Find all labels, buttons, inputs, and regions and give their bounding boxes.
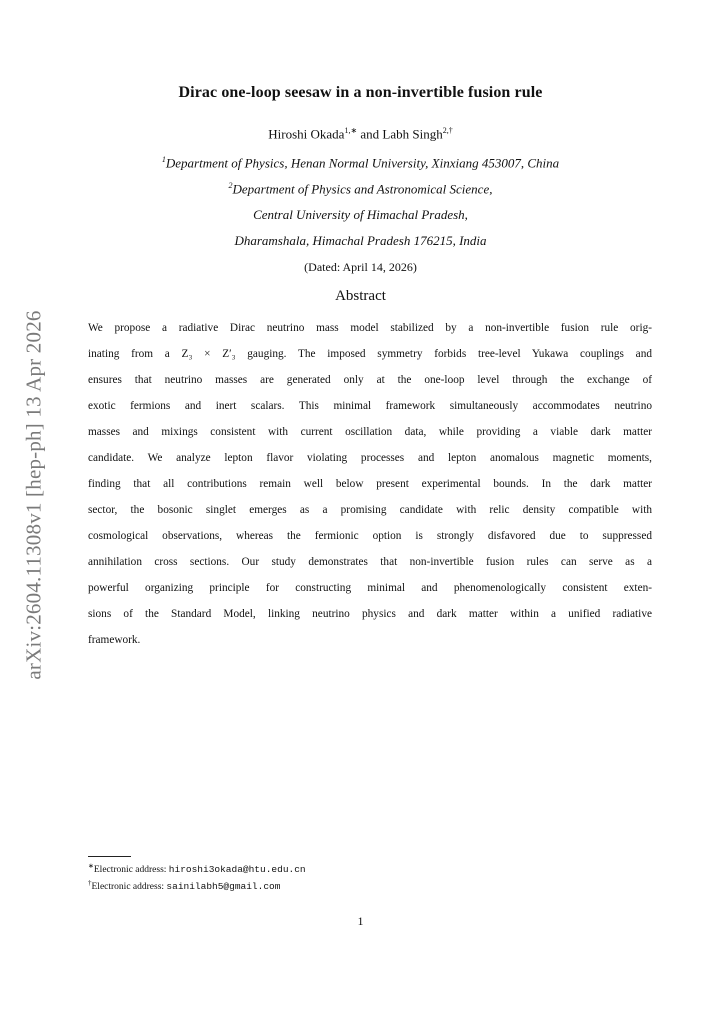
footnote-label: Electronic address: — [93, 865, 169, 876]
email-link[interactable]: hiroshi3okada@htu.edu.cn — [168, 864, 306, 876]
paper-title: Dirac one-loop seesaw in a non-invertible fusion rule — [178, 84, 543, 101]
affiliation-mark: 2 — [228, 181, 233, 190]
abstract-line: sector, the bosonic singlet emerges as a promising candidate with relic density compatible with — [88, 504, 652, 516]
affiliation-text: Department of Physics and Astronomical Science, — [232, 181, 493, 197]
page-number: 1 — [357, 914, 364, 928]
email-link[interactable]: sainilabh5@gmail.com — [166, 881, 281, 893]
arxiv-identifier-stamp: arXiv:2604.11308v1 [hep-ph] 13 Apr 2026 — [21, 310, 46, 680]
footnote-label: Electronic address: — [91, 882, 167, 893]
affiliation-mark: 1 — [161, 155, 166, 164]
author-line — [0, 126, 721, 142]
abstract-line: powerful organizing principle for constructing minimal and phenomenologically consistent exten- — [88, 582, 652, 594]
abstract-line: framework. — [88, 634, 141, 646]
abstract-line: ensures that neutrino masses are generated only at the one-loop level through the exchange of — [88, 374, 652, 386]
affiliation-text: Department of Physics, Henan Normal University, Xinxiang 453007, China — [165, 155, 560, 171]
affiliation-2-line-3: Dharamshala, Himachal Pradesh 176215, India — [234, 233, 487, 248]
author-name: Labh Singh — [382, 126, 443, 142]
affiliation-2-line-2: Central University of Himachal Pradesh, — [253, 207, 468, 222]
author-conjunction: and — [360, 126, 380, 142]
abstract-body — [88, 315, 652, 653]
author-name: Hiroshi Okada — [268, 126, 345, 142]
abstract-line: candidate. We analyze lepton flavor violating processes and lepton anomalous magnetic moments, — [88, 452, 652, 464]
affiliation-2-line-1 — [0, 181, 721, 197]
abstract-line: masses and mixings consistent with current oscillation data, while providing a viable dark matter — [88, 426, 652, 438]
author-affiliation-mark: 1,∗ — [344, 126, 358, 135]
footnote-2 — [88, 879, 280, 892]
dated-line: (Dated: April 14, 2026) — [304, 260, 417, 274]
abstract-line: inating from a Z₃ × Z′₃ gauging. The imposed symmetry forbids tree-level Yukawa couplings and — [88, 348, 652, 360]
footnote-1 — [88, 862, 306, 875]
footnote-divider — [88, 856, 131, 857]
abstract-line: We propose a radiative Dirac neutrino mass model stabilized by a non-invertible fusion rule orig- — [88, 322, 652, 334]
abstract-line: exotic fermions and inert scalars. This minimal framework simultaneously accommodates neutrino — [88, 400, 652, 412]
abstract-line: annihilation cross sections. Our study demonstrates that non-invertible fusion rules can serve as a — [88, 556, 652, 568]
abstract-line: finding that all contributions remain well below present experimental bounds. In the dark matter — [88, 478, 652, 490]
abstract-line: sions of the Standard Model, linking neutrino physics and dark matter within a unified radiative — [88, 608, 652, 620]
affiliation-1 — [0, 155, 721, 171]
abstract-heading: Abstract — [335, 288, 386, 304]
abstract-line: cosmological observations, whereas the fermionic option is strongly disfavored due to suppressed — [88, 530, 652, 542]
footnote-mark: † — [88, 879, 92, 887]
author-affiliation-mark: 2,† — [442, 126, 453, 135]
footnote-mark: ∗ — [88, 862, 94, 870]
